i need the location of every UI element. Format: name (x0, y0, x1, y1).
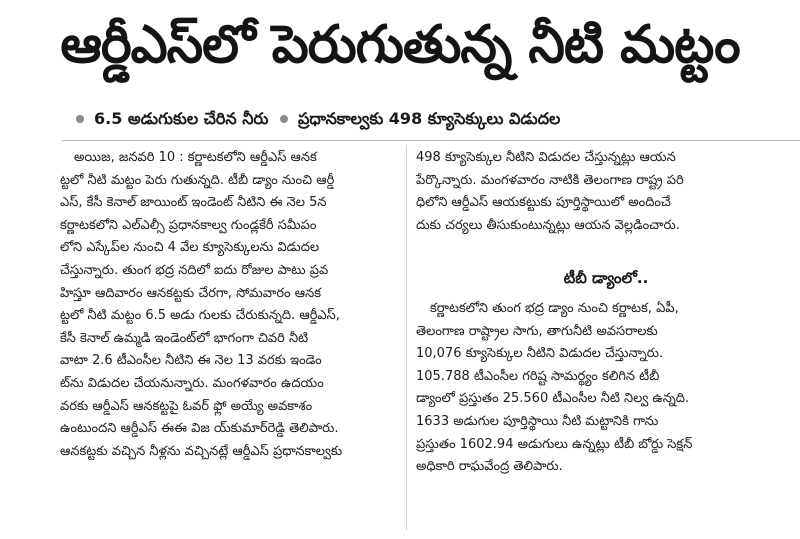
column-divider (406, 145, 407, 530)
text-line: ట్‌ను విడుదల చేయనున్నారు. మంగళవారం ఉదయం (60, 375, 324, 391)
text-line: వరకు ఆర్డీఎస్ ఆనకట్టపై ఓవర్ ఫ్లో అయ్యే అవకాశం (60, 398, 313, 414)
right-column-bottom (416, 298, 800, 479)
text-line: ఎస్, కేసీ కెనాల్ జాయింట్ ఇండెంట్ నీటిని ఈ నెల 5న (60, 195, 327, 211)
subhead-2: ప్రధానకాల్వకు 498 క్యూసెక్కులు విడుదల (298, 109, 561, 128)
text-line: వాటా 2.6 టీఎంసీల నీటిని ఈ నెల 13 వరకు ఇండెం (60, 353, 322, 369)
left-column (60, 147, 398, 463)
text-line: 498 క్యూసెక్కుల నీటిని విడుదల చేస్తున్నట్లు ఆయన (416, 150, 676, 165)
text-line: కర్ణాటకలోని ఎల్ఎల్సీ ప్రధానకాల్వ గుండ్లకేరీ సమీపం (60, 217, 317, 233)
text-line: అధికారి రాఘవేంద్ర తెలిపారు. (416, 459, 563, 475)
text-line: పేర్కొన్నారు. మంగళవారం నాటికి తెలంగాణ రాష్ట్ర పరి (416, 172, 684, 188)
bullet-icon (280, 115, 288, 123)
bullet-icon (76, 115, 84, 123)
text-line: ట్టలో నీటి మట్టం 6.5 అడు గులకు చేరుకున్నది. ఆర్డీఎస్, (60, 308, 340, 324)
text-line: ఆనకట్టకు వచ్చిన నీళ్లను వచ్చినట్లే ఆర్డీఎస్ ప్రధానకాల్వకు (60, 443, 343, 459)
text-line: తెలంగాణ రాష్ట్రాల సాగు, తాగునీటి అవసరాలకు (416, 323, 658, 339)
text-line: కేసీ కెనాల్ ఉమ్మడి ఇండెంట్‌లో భాగంగా చివరి నీటి (60, 330, 309, 346)
subheading: టీబీ డ్యాంలో.. (563, 269, 649, 287)
text-line: ధిలోని ఆర్డీఎస్ ఆయకట్టుకు పూర్తిస్థాయిలో అందించే (416, 195, 671, 211)
subheadline (70, 105, 770, 133)
text-line: ప్రస్తుతం 1602.94 అడుగులు ఉన్నట్లు టీబీ బోర్డు సెక్షన్ (416, 436, 693, 452)
text-line: లోని ఎస్కేప్‌ల నుంచి 4 వేల క్యూసెక్కులను విడుదల (60, 240, 320, 256)
text-line: అయిజ, జనవరి 10 : కర్ణాటకలోని ఆర్డీఎస్ ఆనక (74, 150, 317, 165)
subhead-1: 6.5 అడుగుకుల చేరిన నీరు (94, 109, 269, 128)
text-line: 105.788 టీఎంసీల గరిష్ట సామర్థ్యం కలిగిన టీబీ (416, 368, 660, 384)
text-line: ఉంటుందని ఆర్డీఎస్ ఈఈ విజ య్‌కుమార్‌రెడ్డి తెలిపారు. (60, 421, 339, 437)
text-line: డ్యాంలో ప్రస్తుతం 25.560 టీఎంసీల నీటి నిల్వ ఉన్నది. (416, 391, 690, 407)
text-line: చేస్తున్నారు. తుంగ భద్ర నదిలో ఐదు రోజుల పాటు ప్రవ (60, 262, 329, 278)
right-column-top (416, 147, 800, 237)
text-line: దుకు చర్యలు తీసుకుంటున్నట్లు ఆయన వెల్లడించారు. (416, 217, 680, 233)
headline: ఆర్డీఎస్‌లో పెరుగుతున్న నీటి మట్టం (60, 15, 740, 75)
text-line: 1633 అడుగుల పూర్తిస్థాయి నీటి మట్టానికి గాను (416, 413, 659, 429)
text-line: హిస్తూ ఆదివారం ఆనకట్టకు చేరగా, సోమవారం ఆనక (60, 285, 322, 301)
text-line: ట్టలో నీటి మట్టం పెరు గుతున్నది. టీబీ డ్యాం నుంచి ఆర్డీ (60, 172, 335, 188)
divider (62, 140, 800, 141)
text-line: 10,076 క్యూసెక్కుల నీటిని విడుదల చేస్తున్నారు. (416, 346, 664, 362)
text-line: కర్ణాటకలోని తుంగ భద్ర డ్యాం నుంచి కర్ణాటక, ఏపీ, (430, 301, 679, 316)
